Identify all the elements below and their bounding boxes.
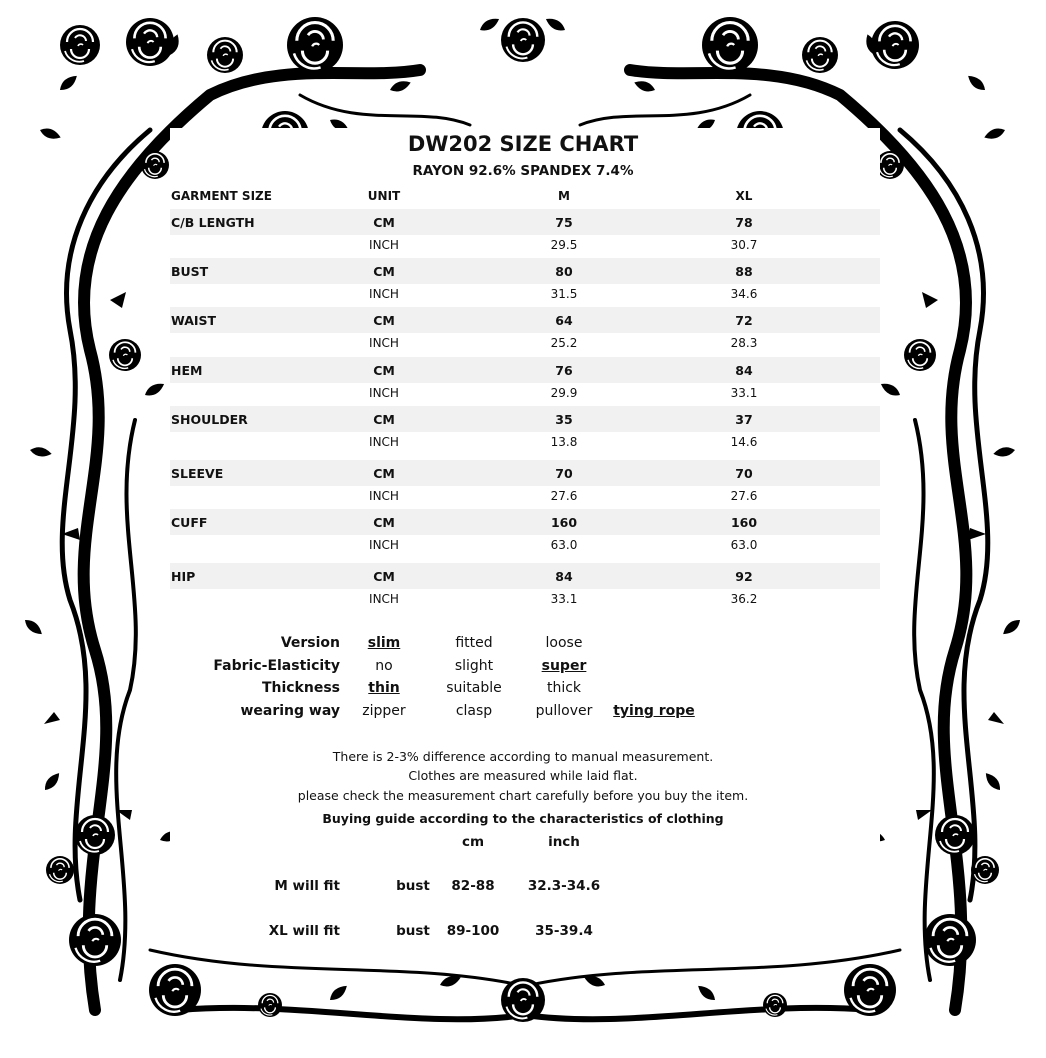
guide-range-inch: 32.3-34.6 [527, 878, 601, 894]
value-xl-inch: 14.6 [730, 435, 758, 449]
feature-option: loose [545, 635, 583, 651]
value-m-cm: 76 [555, 363, 573, 378]
value-xl-cm: 78 [735, 215, 753, 230]
feature-option: zipper [362, 703, 406, 719]
unit-inch: INCH [369, 238, 399, 252]
feature-label: Fabric-Elasticity [213, 658, 340, 674]
feature-option: super [541, 658, 587, 674]
value-m-cm: 35 [555, 412, 573, 427]
unit-inch: INCH [369, 336, 399, 350]
material-composition: RAYON 92.6% SPANDEX 7.4% [412, 163, 634, 179]
value-xl-inch: 63.0 [730, 538, 758, 552]
guide-size-label: XL will fit [268, 923, 340, 939]
note-check-chart: please check the measurement chart carefully before you buy the item. [297, 788, 749, 803]
unit-cm: CM [373, 466, 395, 481]
unit-inch: INCH [369, 489, 399, 503]
header-size-m: M [558, 189, 570, 203]
row-label: C/B LENGTH [171, 215, 255, 230]
feature-label: Thickness [261, 680, 340, 696]
value-xl-inch: 30.7 [730, 238, 758, 252]
unit-inch: INCH [369, 287, 399, 301]
unit-cm: CM [373, 569, 395, 584]
feature-label: Version [280, 635, 340, 651]
unit-inch: INCH [369, 386, 399, 400]
header-garment-size: GARMENT SIZE [171, 189, 272, 203]
guide-range-cm: 82-88 [451, 878, 495, 894]
value-m-cm: 75 [555, 215, 573, 230]
header-size-xl: XL [735, 189, 753, 203]
feature-option: clasp [455, 703, 493, 719]
feature-option: tying rope [613, 703, 695, 719]
value-m-inch: 25.2 [550, 336, 578, 350]
value-xl-cm: 84 [735, 363, 753, 378]
row-label: CUFF [171, 515, 208, 530]
feature-option: fitted [455, 635, 493, 651]
row-label: BUST [171, 264, 209, 279]
value-m-inch: 13.8 [550, 435, 578, 449]
feature-label: wearing way [240, 703, 340, 719]
value-xl-cm: 72 [735, 313, 753, 328]
unit-cm: CM [373, 313, 395, 328]
value-m-cm: 64 [555, 313, 573, 328]
unit-inch: INCH [369, 435, 399, 449]
unit-inch: INCH [369, 592, 399, 606]
feature-option: no [375, 658, 393, 674]
unit-cm: CM [373, 515, 395, 530]
value-m-cm: 80 [555, 264, 573, 279]
feature-option: thin [368, 680, 400, 696]
feature-option: pullover [535, 703, 593, 719]
note-laid-flat: Clothes are measured while laid flat. [408, 768, 638, 783]
value-m-cm: 84 [555, 569, 573, 584]
value-m-cm: 160 [550, 515, 578, 530]
unit-cm: CM [373, 264, 395, 279]
row-label: HEM [171, 363, 203, 378]
value-m-inch: 31.5 [550, 287, 578, 301]
value-xl-inch: 36.2 [730, 592, 758, 606]
page-title: DW202 SIZE CHART [407, 132, 639, 156]
value-m-inch: 29.9 [550, 386, 578, 400]
value-m-inch: 27.6 [550, 489, 578, 503]
feature-option: slight [454, 658, 494, 674]
feature-option: suitable [446, 680, 502, 696]
header-unit: UNIT [367, 189, 401, 203]
guide-body-part: bust [396, 878, 430, 894]
value-xl-inch: 27.6 [730, 489, 758, 503]
buying-guide-title: Buying guide according to the characteristics of clothing [322, 811, 724, 826]
value-xl-inch: 33.1 [730, 386, 758, 400]
feature-option: slim [367, 635, 401, 651]
value-xl-cm: 92 [735, 569, 753, 584]
value-xl-cm: 88 [735, 264, 753, 279]
unit-cm: CM [373, 215, 395, 230]
guide-header-cm: cm [461, 834, 485, 850]
guide-size-label: M will fit [274, 878, 340, 894]
value-m-inch: 33.1 [550, 592, 578, 606]
value-m-inch: 29.5 [550, 238, 578, 252]
unit-cm: CM [373, 363, 395, 378]
value-xl-cm: 37 [735, 412, 753, 427]
value-xl-inch: 28.3 [730, 336, 758, 350]
row-label: HIP [171, 569, 196, 584]
value-xl-cm: 160 [730, 515, 758, 530]
value-m-cm: 70 [555, 466, 573, 481]
note-measurement-difference: There is 2-3% difference according to manual measurement. [332, 749, 714, 764]
value-m-inch: 63.0 [550, 538, 578, 552]
row-label: SLEEVE [171, 466, 224, 481]
feature-option: thick [546, 680, 582, 696]
unit-cm: CM [373, 412, 395, 427]
guide-range-inch: 35-39.4 [535, 923, 593, 939]
unit-inch: INCH [369, 538, 399, 552]
value-xl-cm: 70 [735, 466, 753, 481]
row-label: WAIST [171, 313, 217, 328]
row-label: SHOULDER [171, 412, 248, 427]
value-xl-inch: 34.6 [730, 287, 758, 301]
guide-body-part: bust [396, 923, 430, 939]
guide-range-cm: 89-100 [446, 923, 500, 939]
guide-header-inch: inch [548, 834, 580, 850]
